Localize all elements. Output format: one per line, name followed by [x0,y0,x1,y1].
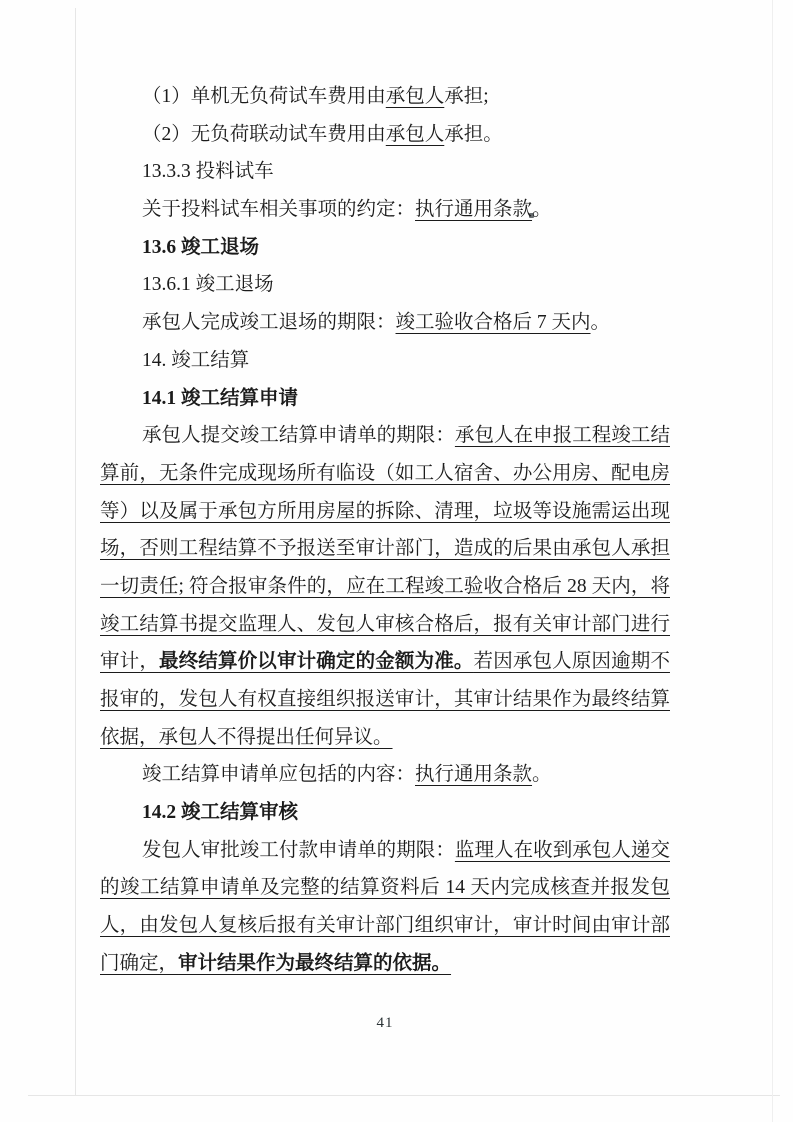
underlined-text: 竣工验收合格后 7 天内 [395,312,591,334]
text-segment: 承包人完成竣工退场的期限： [142,312,396,334]
scan-edge-left [75,8,76,1095]
underlined-text: 承包人 [385,123,445,145]
underlined-text: 等）以及属于承包方所用房屋的拆除、清理，垃圾等设施需运出现 [100,500,670,522]
heading-text: 14. 竣工结算 [142,349,250,371]
heading-14-2 [100,794,670,832]
underlined-text: 人，由发包人复核后报有关审计部门组织审计，审计时间由审计部 [100,915,670,937]
heading-text: 14.1 竣工结算申请 [142,387,299,409]
underlined-text: 报审的，发包人有权直接组织报送审计，其审计结果作为最终结算 [100,689,670,710]
bold-underlined-text: 审计结果作为最终结算的依据。 [178,952,452,974]
text-segment: 。 [590,312,611,334]
text-segment: （1）单机无负荷试车费用由 [142,86,386,107]
scan-edge-right [772,0,773,1122]
list-item-1 [100,78,670,116]
para-settlement-review-line-2 [100,869,670,907]
underlined-text: 依据，承包人不得提出任何异议。 [100,726,393,748]
underlined-text: 门确定， [100,952,179,974]
underlined-text: 竣工结算书提交监理人、发包人审核合格后，报有关审计部门进行 [100,613,670,635]
underlined-text: 场，否则工程结算不予报送至审计部门，造成的后果由承包人承担 [100,538,670,560]
para-settlement-application-line-9 [100,719,670,757]
heading-13-3-3 [100,153,670,191]
underlined-text: 承包人在申报工程竣工结 [454,425,670,447]
heading-text: 14.2 竣工结算审核 [142,802,299,824]
text-segment: 。 [532,199,552,221]
text-segment: 承包人提交竣工结算申请单的期限： [142,425,455,447]
heading-13-6-1 [100,266,670,304]
clause-application-content [100,756,670,794]
underlined-text: 执行通用条款 [415,764,533,786]
text-segment: 承担。 [444,123,503,145]
heading-text: 13.3.3 投料试车 [142,161,274,183]
para-settlement-review-line-4 [100,945,670,983]
underlined-text: 审计， [100,651,159,673]
heading-14-1 [100,380,670,418]
underlined-text: 若因承包人原因逾期不 [473,651,670,673]
text-segment: 发包人审批竣工付款申请单的期限： [142,839,455,861]
document-body [100,78,670,983]
text-segment: 关于投料试车相关事项的约定： [142,199,416,221]
underlined-text: 算前，无条件完成现场所有临设（如工人宿舍、办公用房、配电房 [100,462,670,484]
page-number: 41 [376,1015,394,1031]
bold-underlined-text: 最终结算价以审计确定的金额为准。 [158,651,474,673]
underlined-text: 执行通用条款 [415,199,533,221]
underlined-text: 一切责任; 符合报审条件的，应在工程竣工验收合格后 28 天内，将 [100,575,670,597]
para-settlement-application-line-7 [100,643,670,681]
underlined-text: 监理人在收到承包人递交 [454,839,670,861]
para-settlement-application-line-6 [100,606,670,644]
scan-edge-bottom [28,1095,780,1096]
underlined-text: 的竣工结算申请单及完整的结算资料后 14 天内完成核查并报发包 [100,877,670,899]
para-settlement-application-line-2 [100,455,670,493]
para-settlement-review-line-1 [100,832,670,870]
text-segment: （2）无负荷联动试车费用由 [142,123,386,145]
clause-trial-run [100,191,670,229]
underlined-text: 承包人 [385,86,445,107]
text-segment: 。 [532,764,552,786]
para-settlement-application-line-4 [100,530,670,568]
heading-text: 13.6 竣工退场 [142,236,260,258]
para-settlement-application-line-3 [100,493,670,531]
para-settlement-application-line-8 [100,681,670,719]
para-settlement-application-line-5 [100,568,670,606]
heading-14 [100,342,670,380]
heading-text: 13.6.1 竣工退场 [142,274,274,296]
clause-exit-deadline [100,304,670,342]
text-segment: 竣工结算申请单应包括的内容： [142,764,416,786]
heading-13-6 [100,229,670,267]
text-segment: 承担; [444,86,489,107]
para-settlement-review-line-3 [100,907,670,945]
list-item-2 [100,116,670,154]
para-settlement-application-line-1 [100,417,670,455]
